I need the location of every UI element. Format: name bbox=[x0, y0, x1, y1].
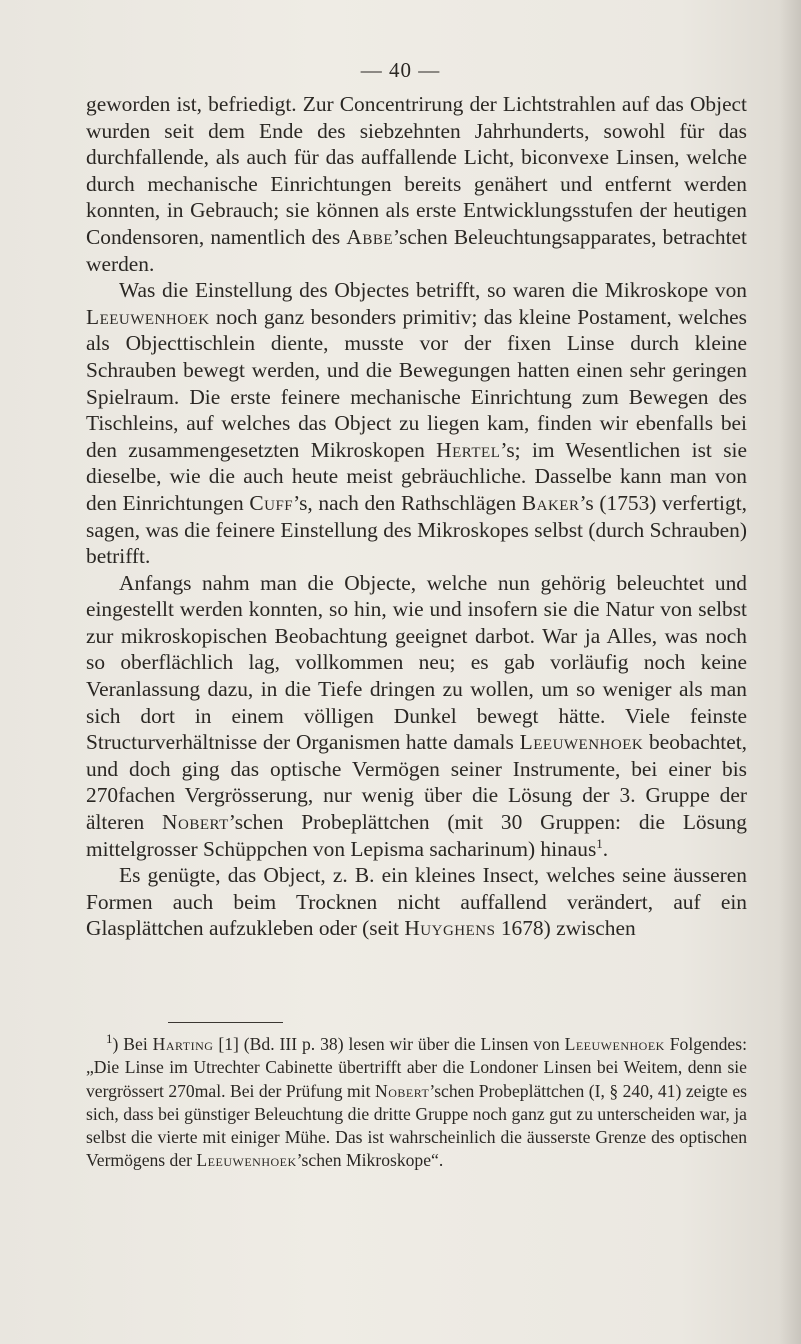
text-run: ’schen Probeplättchen (I, § 240, 41) zeigte es sich, dass bei günstiger Beleuchtung die dritte Gruppe noch ganz gut zu unterscheiden war, ja selbst die vierte mit einiger Mühe. Das ist wahrscheinlich die äusserste Grenze des optischen Vermögens der bbox=[86, 1080, 747, 1171]
author-name: Huyghens bbox=[404, 916, 496, 941]
footnote-divider bbox=[168, 1022, 283, 1023]
author-name: Abbe bbox=[346, 224, 394, 249]
author-name: Leeuwenhoek bbox=[86, 304, 210, 329]
text-run: noch ganz besonders primitiv; das kleine Postament, welches als Objecttischlein diente, musste vor der fixen Linse durch kleine Schrauben bewegt werden, und die Bewegungen hatten einen sehr geringen Spielraum. Die erste feinere mechanische Einrichtung zum Bewegen des Tischleins, auf welches das Object zu liegen kam, finden wir ebenfalls bei den zusammengesetzten Mikroskopen bbox=[86, 304, 747, 462]
text-run: ’s, nach den Rathschlägen bbox=[293, 490, 522, 515]
paragraph-3 bbox=[86, 570, 747, 863]
text-run: ’s (1753) verfertigt, sagen, was die feinere Einstellung des Mikroskopes selbst (durch Schrauben) betrifft. bbox=[86, 490, 747, 569]
paragraph-1 bbox=[86, 91, 747, 277]
footnote bbox=[86, 1033, 747, 1173]
main-text bbox=[86, 91, 747, 942]
paragraph-2 bbox=[86, 277, 747, 570]
page-number: — 40 — bbox=[360, 58, 441, 82]
text-run: [1] (Bd. III p. 38) lesen wir über die Linsen von bbox=[213, 1034, 565, 1054]
author-name: Leeuwenhoek bbox=[519, 730, 644, 755]
footnote-text bbox=[86, 1033, 747, 1173]
text-run: ’schen Beleuchtungsapparates, betrachtet werden. bbox=[86, 224, 747, 276]
text-run: Folgendes: „Die Linse im Utrechter Cabinette übertrifft aber die Londoner Linsen bei Weitem, denn sie vergrössert 270mal. Bei der Prüfung mit bbox=[86, 1034, 747, 1101]
author-name: Harting bbox=[152, 1034, 214, 1054]
footnote-marker: 1 bbox=[596, 835, 603, 851]
author-name: Nobert bbox=[162, 810, 229, 835]
text-run: 1678) zwischen bbox=[495, 916, 636, 941]
text-run: beobachtet, und doch ging das optische Vermögen seiner Instrumente, bei einer bis 270fachen Vergrösserung, nur wenig über die Lösung der 3. Gruppe der älteren bbox=[86, 730, 747, 835]
author-name: Hertel bbox=[436, 437, 501, 462]
text-run: Es genügte, das Object, z. B. ein kleines Insect, welches seine äusseren Formen auch beim Trocknen nicht auffallend verändert, auf ein Glasplättchen aufzukleben oder (seit bbox=[86, 863, 747, 941]
author-name: Cuff bbox=[249, 490, 294, 515]
author-name: Leeuwenhoek bbox=[196, 1150, 297, 1171]
text-run: geworden ist, befriedigt. Zur Concentrirung der Lichtstrahlen auf das Object wurden seit dem Ende des siebzehnten Jahrhunderts, sowohl für das durchfallende, als auch für das auffallende Licht, biconvexe Linsen, welche durch mechanische Einrichtungen bereits genähert und entfernt werden konnten, in Gebrauch; sie können als erste Entwicklungsstufen der heutigen Condensoren, namentlich des bbox=[86, 92, 747, 249]
text-run: ) Bei bbox=[112, 1034, 153, 1054]
text-run: . bbox=[602, 836, 609, 861]
text-run: Was die Einstellung des Objectes betrifft, so waren die Mikroskope von bbox=[119, 278, 747, 303]
footnote-marker: 1 bbox=[106, 1031, 113, 1047]
text-run: ’schen Probeplättchen (mit 30 Gruppen: die Lösung mittelgrosser Schüppchen von Lepisma sacharinum) hinaus bbox=[86, 810, 747, 861]
text-run: Anfangs nahm man die Objecte, welche nun gehörig beleuchtet und eingestellt werden konnten, so hin, wie und insofern sie die Natur von selbst zur mikroskopischen Beobachtung geeignet darbot. War ja Alles, was noch so oberflächlich lag, vollkommen neu; es gab vorläufig noch keine Veranlassung dazu, in die Tiefe dringen zu wollen, um so weniger als man sich dort in einem völligen Dunkel bewegt hätte. Viele feinste Structurverhältnisse der Organismen hatte damals bbox=[86, 570, 747, 755]
author-name: Baker bbox=[521, 490, 580, 515]
page-edge-shadow bbox=[779, 0, 801, 1344]
author-name: Leeuwenhoek bbox=[564, 1034, 665, 1054]
paragraph-4 bbox=[86, 862, 747, 942]
text-run: ’schen Mikroskope“. bbox=[296, 1150, 444, 1171]
text-run: ’s; im Wesentlichen ist sie dieselbe, wie die auch heute meist gebräuchliche. Dasselbe kann man von den Einrichtungen bbox=[86, 437, 747, 515]
author-name: Nobert bbox=[374, 1080, 430, 1101]
